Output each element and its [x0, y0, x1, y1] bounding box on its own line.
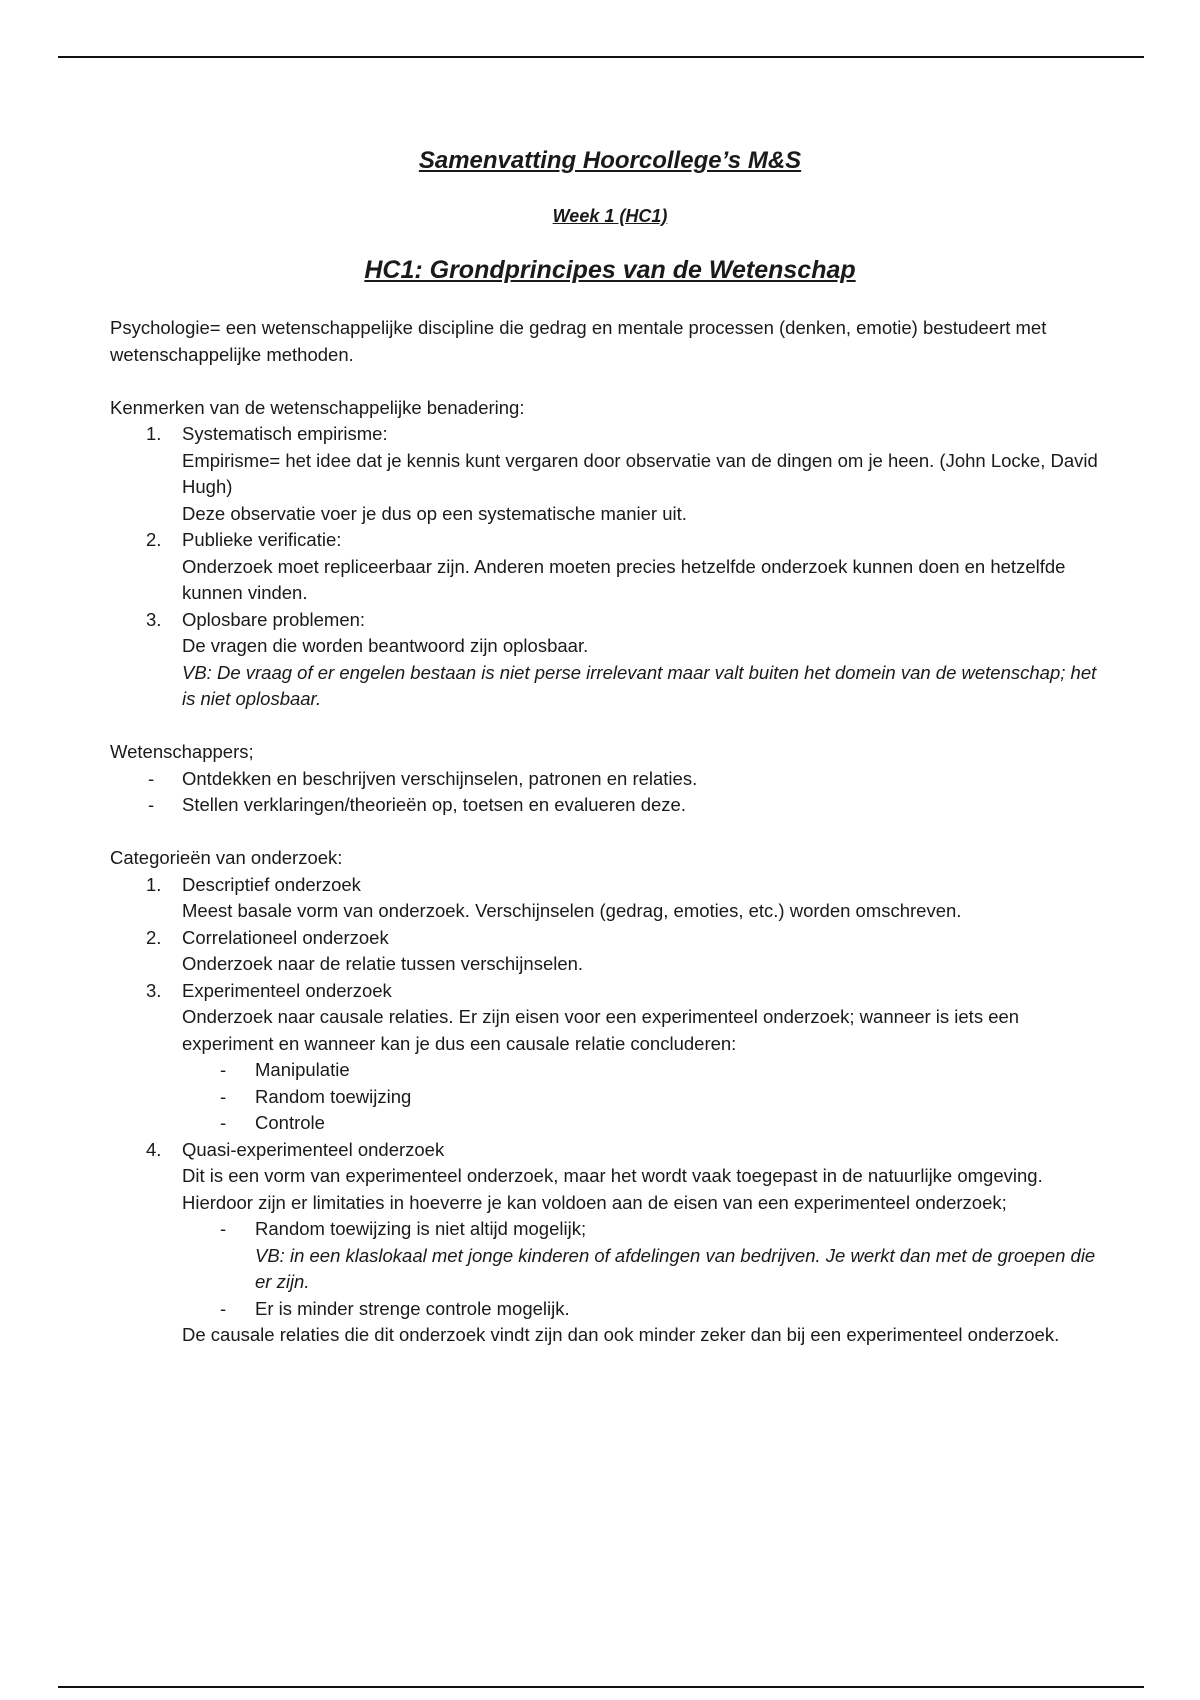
list-number: 3.	[146, 979, 162, 1001]
closing-text: De causale relaties die dit onderzoek vindt zijn dan ook minder zeker dan bij een experimenteel onderzoek.	[182, 1324, 1060, 1345]
list-item-text: Empirisme= het idee dat je kennis kunt vergaren door observatie van de dingen om je heen. (John Locke, David Hugh)	[182, 449, 1098, 497]
section-heading: HC1: Grondprincipes van de Wetenschap	[364, 256, 856, 284]
kenmerken-section	[110, 395, 1110, 713]
list-item-title: Oplosbare problemen:	[182, 608, 366, 630]
list-number: 1.	[146, 873, 162, 895]
bullet-dash: -	[220, 1218, 227, 1239]
intro-paragraph: Psychologie= een wetenschappelijke discipline die gedrag en mentale processen (denken, emotie) bestudeert met wetenschappelijke methoden.	[110, 317, 1047, 365]
bullet-text: Controle	[255, 1112, 325, 1133]
list-item-text: Onderzoek naar de relatie tussen verschijnselen.	[182, 953, 584, 974]
list-item-text: Onderzoek moet repliceerbaar zijn. Anderen moeten precies hetzelfde onderzoek kunnen doen en hetzelfde kunnen vinden.	[182, 555, 1066, 603]
bullet-dash: -	[220, 1085, 227, 1107]
bullet-item	[110, 792, 1110, 819]
list-number: 1.	[146, 423, 162, 444]
list-item-text: Onderzoek naar causale relaties. Er zijn eisen voor een experimenteel onderzoek; wanneer is iets een experiment en wanneer kan je dus een causale relatie concluderen:	[182, 1006, 1020, 1054]
list-item-title: Experimenteel onderzoek	[182, 979, 392, 1001]
list-item-title: Systematisch empirisme:	[182, 423, 388, 444]
bullet-text: Random toewijzing	[255, 1085, 412, 1107]
list-item	[110, 421, 1110, 448]
bullet-dash: -	[220, 1297, 227, 1319]
header-rule	[58, 56, 1144, 58]
bullet-item	[110, 1084, 1110, 1111]
bullet-dash: -	[148, 794, 155, 815]
list-number: 3.	[146, 608, 162, 630]
list-item	[110, 872, 1110, 899]
bullet-item	[110, 1110, 1110, 1137]
list-number: 2.	[146, 926, 162, 948]
bullet-text: Ontdekken en beschrijven verschijnselen, patronen en relaties.	[182, 767, 698, 789]
list-item-text: Dit is een vorm van experimenteel onderzoek, maar het wordt vaak toegepast in de natuurlijke omgeving. Hierdoor zijn er limitaties in hoeverre je kan voldoen aan de eisen van een experimenteel onderzoek;	[182, 1165, 1043, 1213]
bullet-text: Er is minder strenge controle mogelijk.	[255, 1297, 570, 1319]
list-item-text: Deze observatie voer je dus op een systematische manier uit.	[182, 502, 687, 524]
categorieen-section	[110, 845, 1110, 1349]
list-item	[110, 607, 1110, 634]
bullet-text: Stellen verklaringen/theorieën op, toetsen en evalueren deze.	[182, 794, 686, 815]
bullet-dash: -	[220, 1112, 227, 1133]
list-item	[110, 527, 1110, 554]
bullet-text: Random toewijzing is niet altijd mogelijk;	[255, 1218, 587, 1239]
example-text: VB: in een klaslokaal met jonge kinderen of afdelingen van bedrijven. Je werkt dan met de groepen die er zijn.	[255, 1244, 1096, 1292]
list-number: 4.	[146, 1138, 162, 1160]
list-item-title: Quasi-experimenteel onderzoek	[182, 1138, 445, 1160]
footer-rule	[58, 1686, 1144, 1688]
example-text: VB: De vraag of er engelen bestaan is niet perse irrelevant maar valt buiten het domein van de wetenschap; het is niet oplosbaar.	[182, 661, 1097, 709]
list-item	[110, 978, 1110, 1005]
list-item-title: Descriptief onderzoek	[182, 873, 361, 895]
bullet-text: Manipulatie	[255, 1059, 350, 1080]
list-item-title: Publieke verificatie:	[182, 529, 342, 550]
bullet-item	[110, 1057, 1110, 1084]
bullet-dash: -	[220, 1059, 227, 1080]
list-number: 2.	[146, 529, 162, 550]
list-item	[110, 925, 1110, 952]
bullet-item	[110, 1216, 1110, 1243]
bullet-item	[110, 766, 1110, 793]
bullet-dash: -	[148, 767, 155, 789]
categorieen-label: Categorieën van onderzoek:	[110, 847, 343, 868]
list-item	[110, 1137, 1110, 1164]
list-item-text: De vragen die worden beantwoord zijn oplosbaar.	[182, 635, 589, 656]
document-title: Samenvatting Hoorcollege’s M&S	[418, 147, 802, 174]
document-page	[110, 145, 1110, 1349]
wetenschappers-label: Wetenschappers;	[110, 741, 254, 762]
list-item-text: Meest basale vorm van onderzoek. Verschijnselen (gedrag, emoties, etc.) worden omschreven.	[182, 900, 962, 921]
week-label: Week 1 (HC1)	[552, 206, 668, 226]
wetenschappers-section	[110, 739, 1110, 819]
bullet-item	[110, 1296, 1110, 1323]
list-item-title: Correlationeel onderzoek	[182, 926, 389, 948]
kenmerken-label: Kenmerken van de wetenschappelijke benadering:	[110, 396, 525, 418]
